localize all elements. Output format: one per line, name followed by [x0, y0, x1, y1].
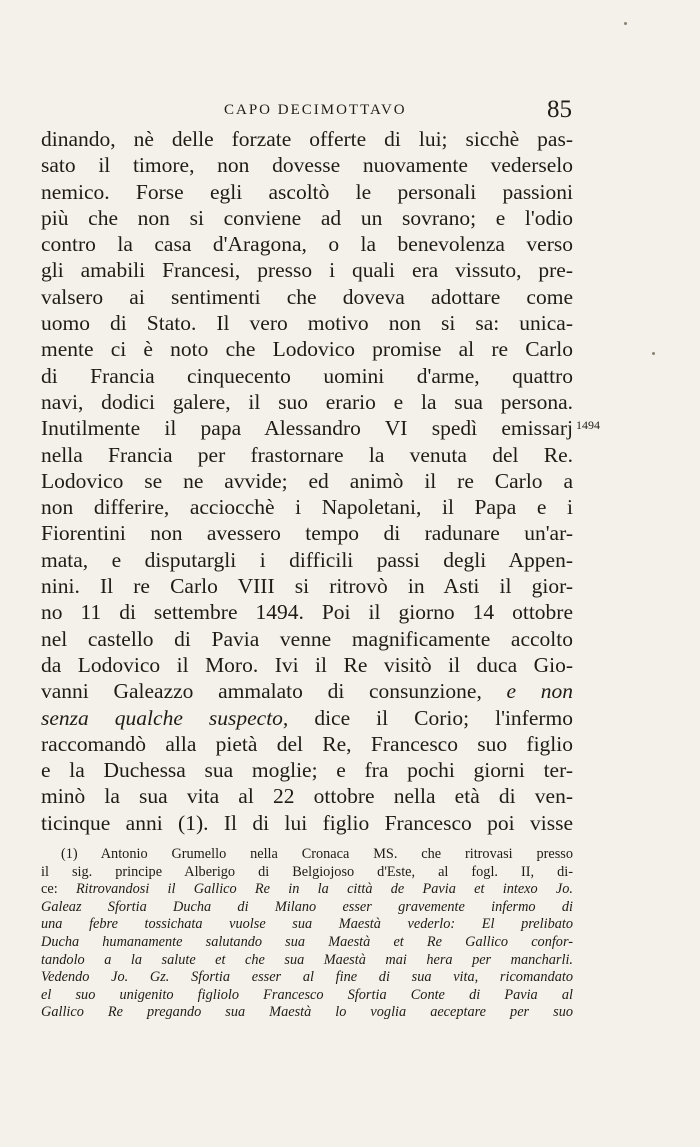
- body-text: [41, 126, 573, 836]
- footnote-line: il sig. principe Alberigo di Belgiojoso d'Este, al fogl. II, di-: [41, 863, 573, 880]
- text-line: sato il timore, non dovesse nuovamente vederselo: [41, 153, 573, 178]
- text-line: navi, dodici galere, il suo erario e la sua persona.: [41, 389, 573, 414]
- text-line: nemico. Forse egli ascoltò le personali passioni: [41, 179, 573, 204]
- text-line: Inutilmente il papa Alessandro VI spedì emissarj: [41, 416, 573, 441]
- text-run: vanni Galeazzo ammalato di consunzione,: [41, 679, 482, 704]
- text-line-mixed: [41, 678, 573, 704]
- text-line: nella Francia per frastornare la venuta del Re.: [41, 442, 573, 467]
- text-line-mixed: [41, 705, 573, 731]
- text-line: uomo di Stato. Il vero motivo non si sa: unica-: [41, 311, 573, 336]
- paper-speck: [652, 352, 655, 355]
- footnote-line-mixed: [41, 881, 573, 899]
- text-line: raccomandò alla pietà del Re, Francesco suo figlio: [41, 731, 573, 756]
- footnote-line: Galeaz Sfortia Ducha di Milano esser gravemente infermo di: [41, 898, 573, 915]
- text-line: gli amabili Francesi, presso i quali era vissuto, pre-: [41, 258, 573, 283]
- running-head: [200, 96, 572, 126]
- margin-date: 1494: [576, 418, 600, 432]
- footnote-line: Gallico Re pregando sua Maestà lo voglia aeceptare per suo: [41, 1004, 573, 1021]
- page-number: 85: [547, 96, 572, 123]
- text-line: mata, e disputargli i difficili passi degli Appen-: [41, 547, 573, 572]
- italic-run: senza qualche suspecto,: [41, 705, 289, 730]
- paper-speck: [624, 22, 627, 25]
- text-line: no 11 di settembre 1494. Poi il giorno 14 ottobre: [41, 600, 573, 625]
- footnote-line: Ducha humanamente salutando sua Maestà et Re Gallico confor-: [41, 933, 573, 950]
- text-line: più che non si conviene ad un sovrano; e l'odio: [41, 205, 573, 230]
- text-line: valsero ai sentimenti che doveva adottare come: [41, 284, 573, 309]
- text-line: nel castello di Pavia venne magnificamente accolto: [41, 626, 573, 651]
- running-title: CAPO DECIMOTTAVO: [224, 102, 407, 118]
- footnote: [41, 846, 573, 1022]
- text-line: di Francia cinquecento uomini d'arme, quattro: [41, 363, 573, 388]
- text-line: Lodovico se ne avvide; ed animò il re Carlo a: [41, 468, 573, 493]
- text-line: non differire, acciocchè i Napoletani, il Papa e i: [41, 495, 573, 520]
- text-line: e la Duchessa sua moglie; e fra pochi giorni ter-: [41, 758, 573, 783]
- text-line: mente ci è noto che Lodovico promise al re Carlo: [41, 337, 573, 362]
- footnote-line: una febre tossichata vuolse sua Maestà vederlo: El prelibato: [41, 916, 573, 933]
- text-line: dinando, nè delle forzate offerte di lui; sicchè pas-: [41, 127, 573, 151]
- text-line: minò la sua vita al 22 ottobre nella età di ven-: [41, 784, 573, 809]
- italic-run: Ritrovandosi il Gallico Re in la città de Pavia et intexo Jo.: [75, 881, 573, 898]
- text-line: Fiorentini non avessero tempo di radunare un'ar-: [41, 521, 573, 546]
- text-run: ce:: [41, 881, 58, 898]
- text-line: da Lodovico il Moro. Ivi il Re visitò il duca Gio-: [41, 652, 573, 677]
- text-line: contro la casa d'Aragona, o la benevolenza verso: [41, 232, 573, 257]
- text-run: dice il Corio; l'infermo: [314, 705, 573, 730]
- footnote-line: (1) Antonio Grumello nella Cronaca MS. che ritrovasi presso: [61, 846, 573, 862]
- footnote-line: el suo unigenito figliolo Francesco Sfortia Conte di Pavia al: [41, 986, 573, 1003]
- italic-run: e non: [506, 679, 573, 704]
- text-line: nini. Il re Carlo VIII si ritrovò in Asti il gior-: [41, 574, 573, 599]
- text-line: ticinque anni (1). Il di lui figlio Francesco poi visse: [41, 810, 573, 835]
- footnote-line: Vedendo Jo. Gz. Sfortia esser al fine di sua vita, ricomandato: [41, 969, 573, 986]
- footnote-line: tandolo a la salute et che sua Maestà mai hera per mancharli.: [41, 951, 573, 968]
